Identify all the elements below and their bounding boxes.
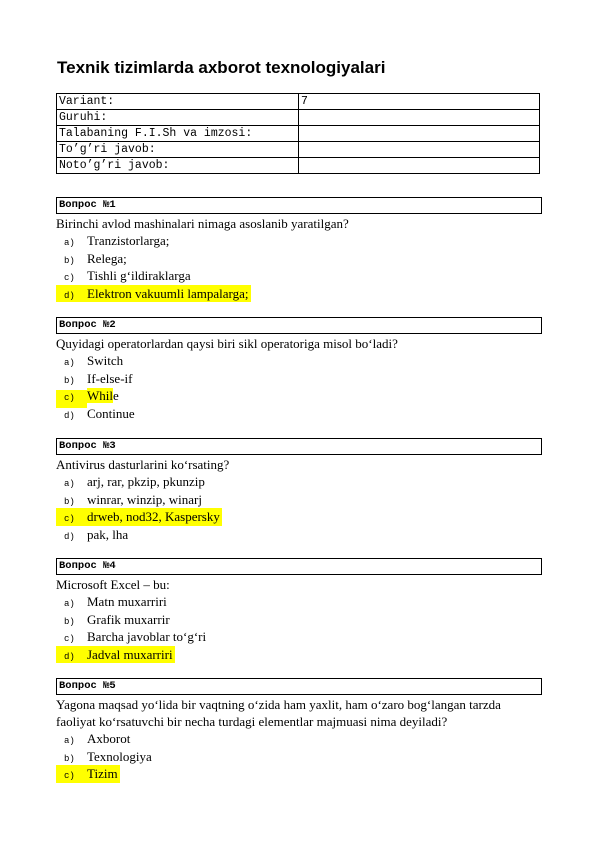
- option-text: [87, 388, 119, 403]
- info-value: [299, 126, 540, 142]
- option-text: Switch: [87, 353, 124, 368]
- option-b[interactable]: [56, 250, 542, 268]
- info-label: Noto’g’ri javob:: [57, 158, 299, 174]
- option-a[interactable]: [56, 232, 542, 250]
- options-list: [56, 352, 542, 422]
- question-text: Quyidagi operatorlardan qaysi biri sikl operatoriga misol bo‘ladi?: [56, 336, 398, 351]
- option-text: Grafik muxarrir: [87, 611, 170, 627]
- option-d[interactable]: [56, 405, 542, 423]
- option-text: Jadval muxarriri: [87, 646, 173, 662]
- question-text: Microsoft Excel – bu:: [56, 577, 170, 592]
- option-marker: a): [64, 736, 75, 746]
- option-c[interactable]: [56, 628, 542, 646]
- option-text: Barcha javoblar to‘g‘ri: [87, 629, 207, 644]
- info-row-variant: [57, 94, 540, 110]
- option-b[interactable]: [56, 491, 542, 509]
- option-a[interactable]: [56, 593, 542, 611]
- option-marker: a): [64, 599, 75, 609]
- question-block: [56, 438, 542, 544]
- question-text: Yagona maqsad yo‘lida bir vaqtning o‘zida ham yaxlit, ham o‘zaro bog‘langan tarzda faoliyat ko‘rsatuvchi bir necha turdagi elementlar majmuasi nima deyiladi?: [56, 697, 501, 729]
- option-marker: c): [64, 273, 75, 283]
- option-text: Axborot: [87, 731, 131, 746]
- question-text: Birinchi avlod mashinalari nimaga asoslanib yaratilgan?: [56, 216, 349, 231]
- info-label: Variant:: [57, 94, 299, 110]
- question-header: Вопрос №3: [56, 438, 542, 455]
- option-b[interactable]: [56, 748, 542, 766]
- info-value: [299, 158, 540, 174]
- option-text: pak, lha: [87, 527, 129, 542]
- options-list: [56, 473, 542, 544]
- option-text: Tranzistorlarga;: [87, 233, 170, 248]
- info-row-correct: [57, 142, 540, 158]
- option-marker: a): [64, 238, 75, 248]
- option-d-correct[interactable]: [56, 646, 175, 664]
- options-list: [56, 730, 542, 783]
- question-header: Вопрос №5: [56, 678, 542, 695]
- option-c-correct[interactable]: [56, 387, 542, 405]
- question-text: Antivirus dasturlarini ko‘rsating?: [56, 457, 230, 472]
- info-value: [299, 142, 540, 158]
- question-header: Вопрос №1: [56, 197, 542, 214]
- option-text: arj, rar, pkzip, pkunzip: [87, 474, 205, 489]
- options-list: [56, 593, 542, 664]
- option-d-correct[interactable]: [56, 285, 251, 303]
- option-marker: a): [64, 358, 75, 368]
- question-header: Вопрос №2: [56, 317, 542, 334]
- option-marker: a): [64, 479, 75, 489]
- question-block: [56, 678, 542, 783]
- option-c-correct[interactable]: [56, 508, 222, 526]
- option-a[interactable]: [56, 352, 542, 370]
- option-marker: b): [64, 375, 75, 386]
- option-c[interactable]: [56, 267, 542, 285]
- info-label: Talabaning F.I.Sh va imzosi:: [57, 126, 299, 142]
- option-marker: b): [64, 616, 75, 627]
- option-text: Elektron vakuumli lampalarga;: [87, 285, 249, 301]
- option-marker: d): [64, 290, 75, 301]
- option-marker: d): [64, 410, 75, 421]
- option-marker: b): [64, 255, 75, 266]
- option-marker: b): [64, 496, 75, 507]
- option-marker: c): [64, 634, 75, 644]
- info-row-incorrect: [57, 158, 540, 174]
- option-d[interactable]: [56, 526, 542, 544]
- option-marker: c): [56, 390, 87, 408]
- option-text: Matn muxarriri: [87, 594, 167, 609]
- question-block: [56, 197, 542, 303]
- option-marker: d): [64, 651, 75, 662]
- option-marker: b): [64, 753, 75, 764]
- option-c-correct[interactable]: [56, 765, 120, 783]
- option-text: Tishli g‘ildiraklarga: [87, 268, 191, 283]
- info-row-student: [57, 126, 540, 142]
- info-value: 7: [299, 94, 540, 110]
- option-text: Texnologiya: [87, 748, 152, 764]
- option-text: Continue: [87, 405, 135, 421]
- question-header: Вопрос №4: [56, 558, 542, 575]
- option-text: drweb, nod32, Kaspersky: [87, 509, 220, 524]
- question-block: [56, 317, 542, 422]
- option-text: Tizim: [87, 766, 118, 781]
- info-row-group: [57, 110, 540, 126]
- option-b[interactable]: [56, 370, 542, 388]
- option-a[interactable]: [56, 473, 542, 491]
- option-marker: c): [64, 771, 75, 781]
- option-b[interactable]: [56, 611, 542, 629]
- question-block: [56, 558, 542, 664]
- page-title: Texnik tizimlarda axborot texnologiyalari: [57, 58, 386, 77]
- option-text-rest: e: [113, 388, 119, 403]
- option-text: Relega;: [87, 250, 127, 266]
- option-a[interactable]: [56, 730, 542, 748]
- option-marker: c): [64, 514, 75, 524]
- info-label: Guruhi:: [57, 110, 299, 126]
- option-marker: d): [64, 532, 75, 542]
- info-value: [299, 110, 540, 126]
- option-text: winrar, winzip, winarj: [87, 491, 203, 507]
- student-info-table: [56, 93, 540, 174]
- options-list: [56, 232, 542, 303]
- option-text: If-else-if: [87, 370, 133, 386]
- info-label: To’g’ri javob:: [57, 142, 299, 158]
- option-text-highlighted: Whil: [87, 388, 113, 403]
